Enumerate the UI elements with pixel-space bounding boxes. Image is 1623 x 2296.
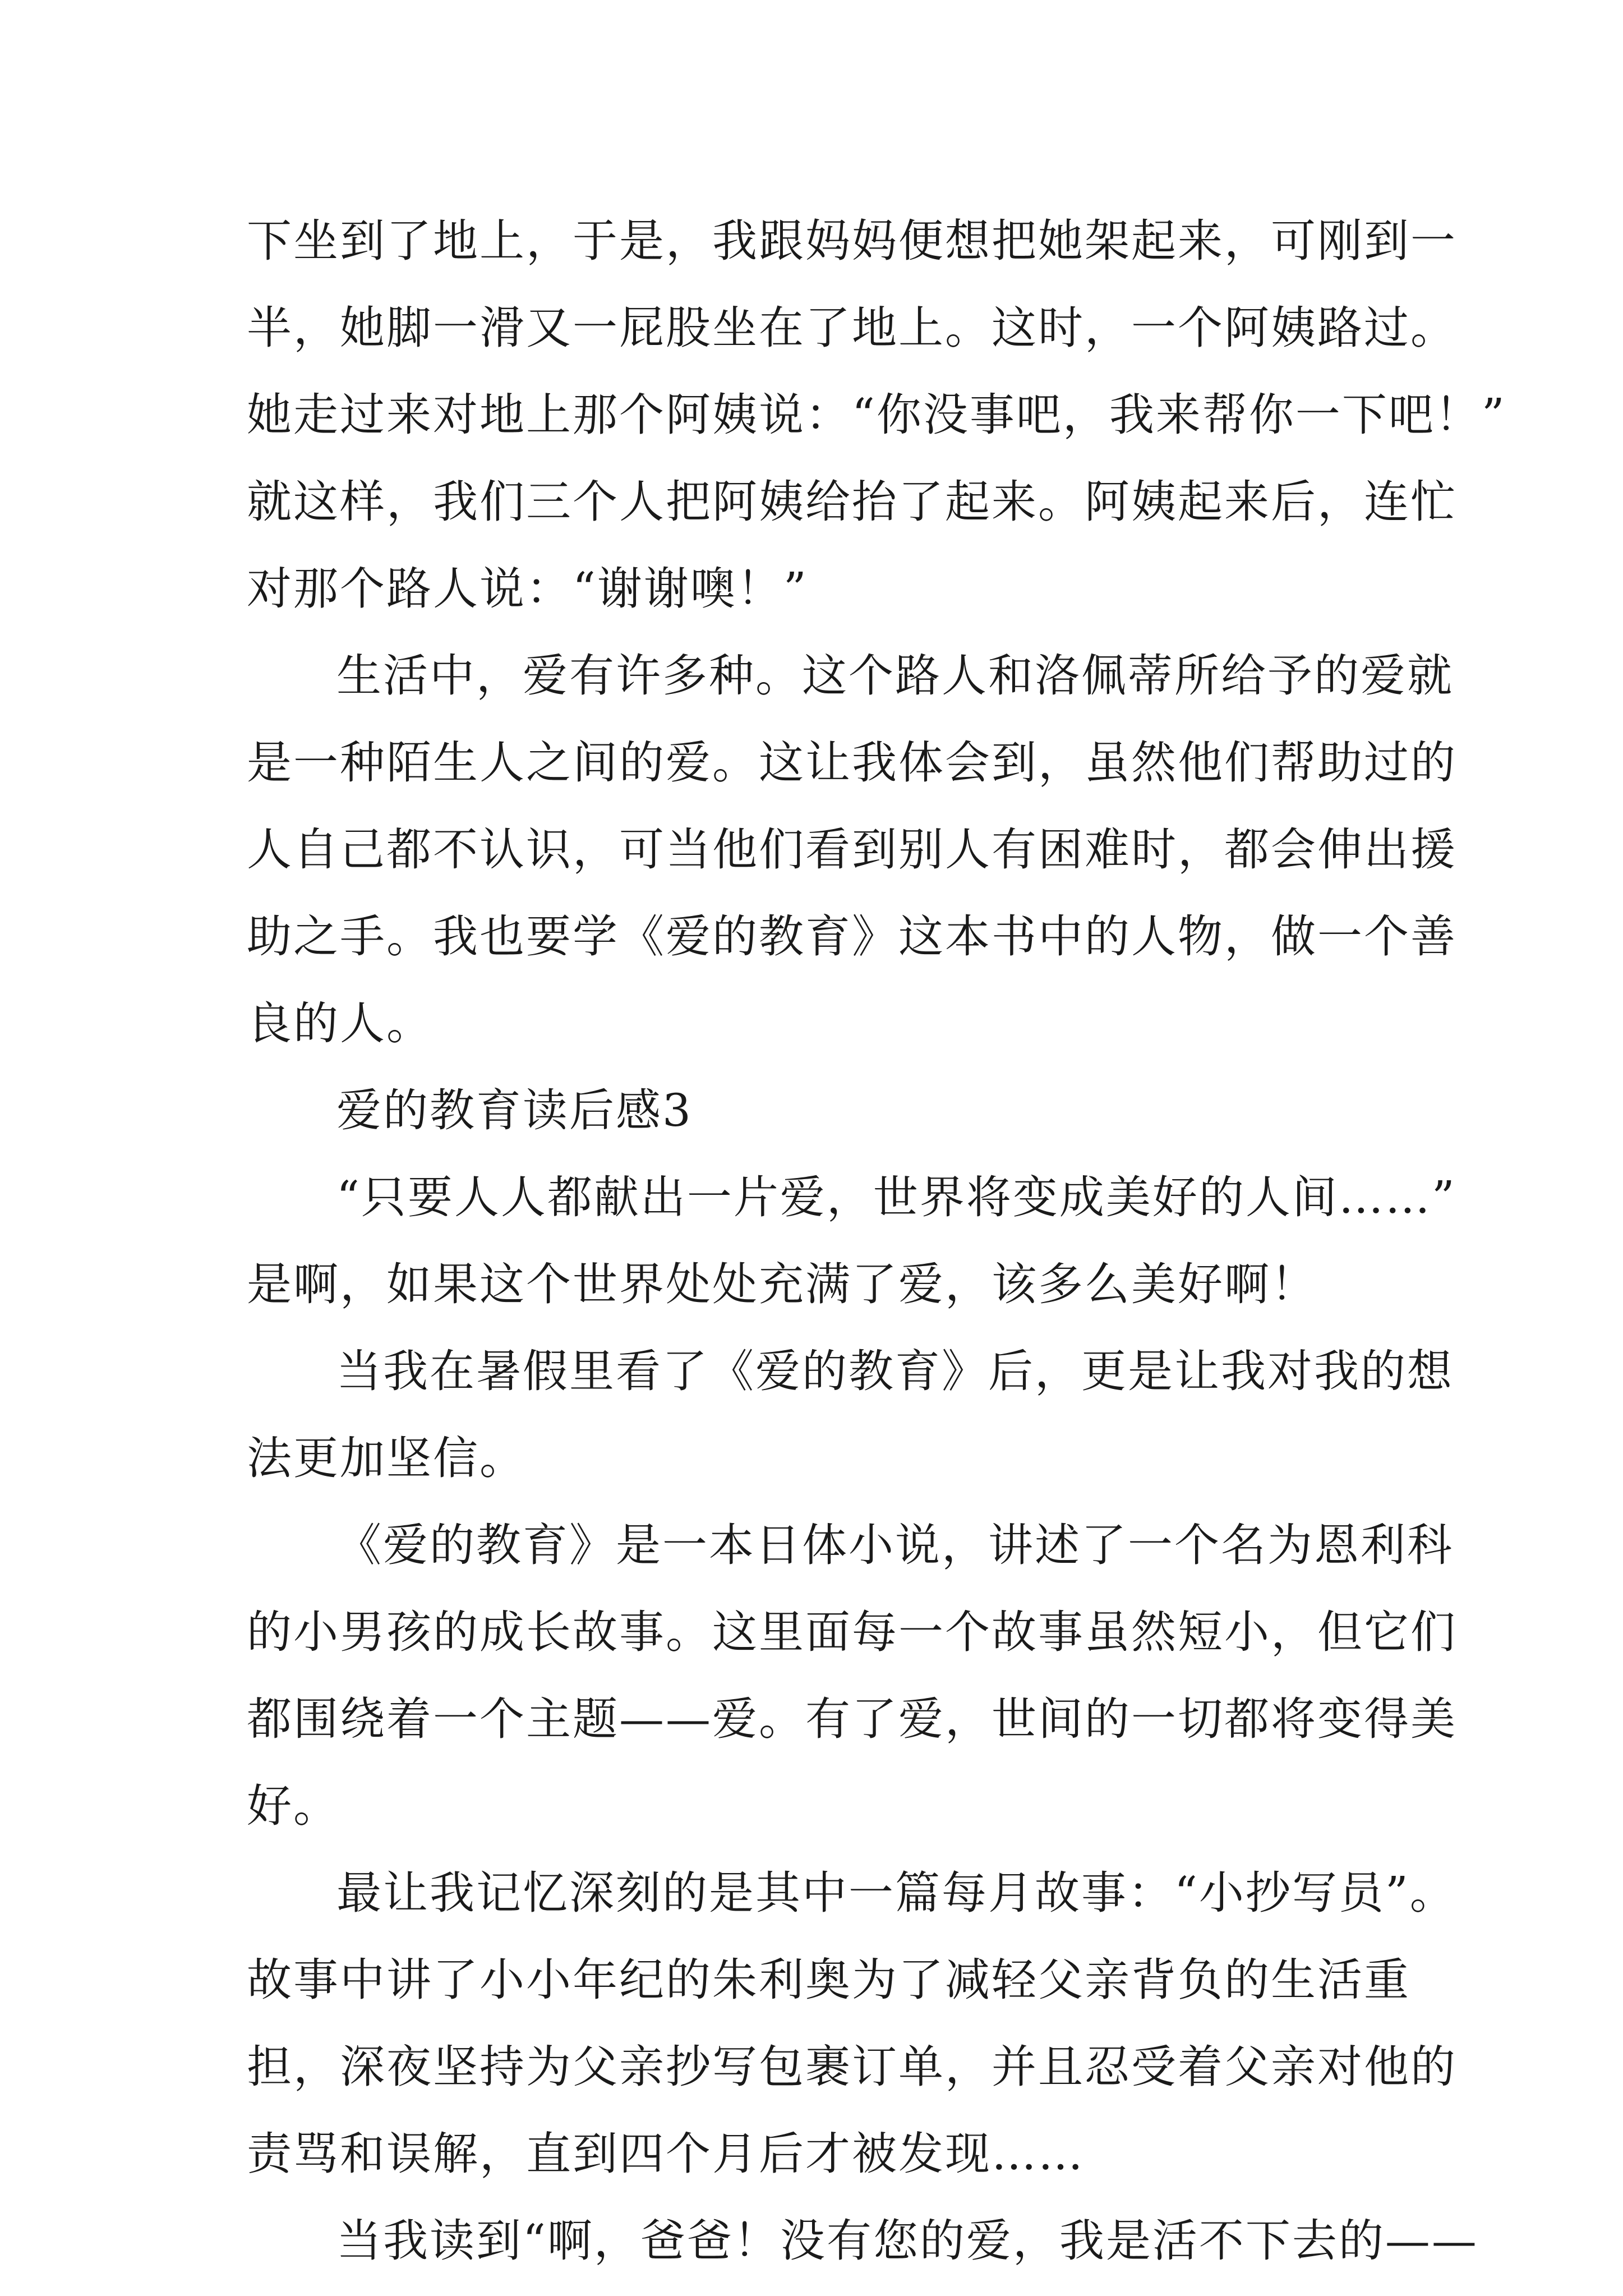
- text-line: 人自己都不认识，可当他们看到别人有困难时，都会伸出援: [247, 823, 1457, 876]
- text-line: 故事中讲了小小年纪的朱利奥为了减轻父亲背负的生活重: [247, 1954, 1410, 2006]
- text-line: 助之手。我也要学《爱的教育》这本书中的人物，做一个善: [247, 910, 1457, 963]
- section-heading: 爱的教育读后感3: [336, 1084, 693, 1137]
- text-line: 就这样，我们三个人把阿姨给抬了起来。阿姨起来后，连忙: [247, 476, 1457, 528]
- text-line: 对那个路人说：“谢谢噢！”: [247, 563, 808, 615]
- text-line: 是一种陌生人之间的爱。这让我体会到，虽然他们帮助过的: [247, 737, 1457, 789]
- text-line: 好。: [247, 1780, 340, 1832]
- text-line: 责骂和误解，直到四个月后才被发现……: [247, 2128, 1085, 2180]
- text-line: 生活中，爱有许多种。这个路人和洛佩蒂所给予的爱就: [336, 650, 1454, 702]
- text-line: 法更加坚信。: [247, 1432, 526, 1484]
- text-line: 下坐到了地上，于是，我跟妈妈便想把她架起来，可刚到一: [247, 215, 1457, 267]
- text-line: 是啊，如果这个世界处处充满了爱，该多么美好啊！: [247, 1258, 1317, 1310]
- text-line: 最让我记忆深刻的是其中一篇每月故事：“小抄写员”。: [336, 1867, 1456, 1919]
- text-line: 当我在暑假里看了《爱的教育》后，更是让我对我的想: [336, 1345, 1454, 1397]
- text-line: 半，她脚一滑又一屁股坐在了地上。这时，一个阿姨路过。: [247, 302, 1457, 354]
- text-line: “只要人人都献出一片爱，世界将变成美好的人间……”: [336, 1171, 1456, 1223]
- text-line: 当我读到“啊，爸爸！没有您的爱，我是活不下去的——: [336, 2215, 1478, 2267]
- text-line: 她走过来对地上那个阿姨说：“你没事吧，我来帮你一下吧！”: [247, 389, 1506, 441]
- text-line: 担，深夜坚持为父亲抄写包裹订单，并且忍受着父亲对他的: [247, 2041, 1457, 2093]
- text-line: 良的人。: [247, 997, 433, 1050]
- text-line: 的小男孩的成长故事。这里面每一个故事虽然短小，但它们: [247, 1606, 1457, 1658]
- text-line: 都围绕着一个主题——爱。有了爱，世间的一切都将变得美: [247, 1693, 1457, 1745]
- text-line: 《爱的教育》是一本日体小说，讲述了一个名为恩利科: [336, 1519, 1454, 1571]
